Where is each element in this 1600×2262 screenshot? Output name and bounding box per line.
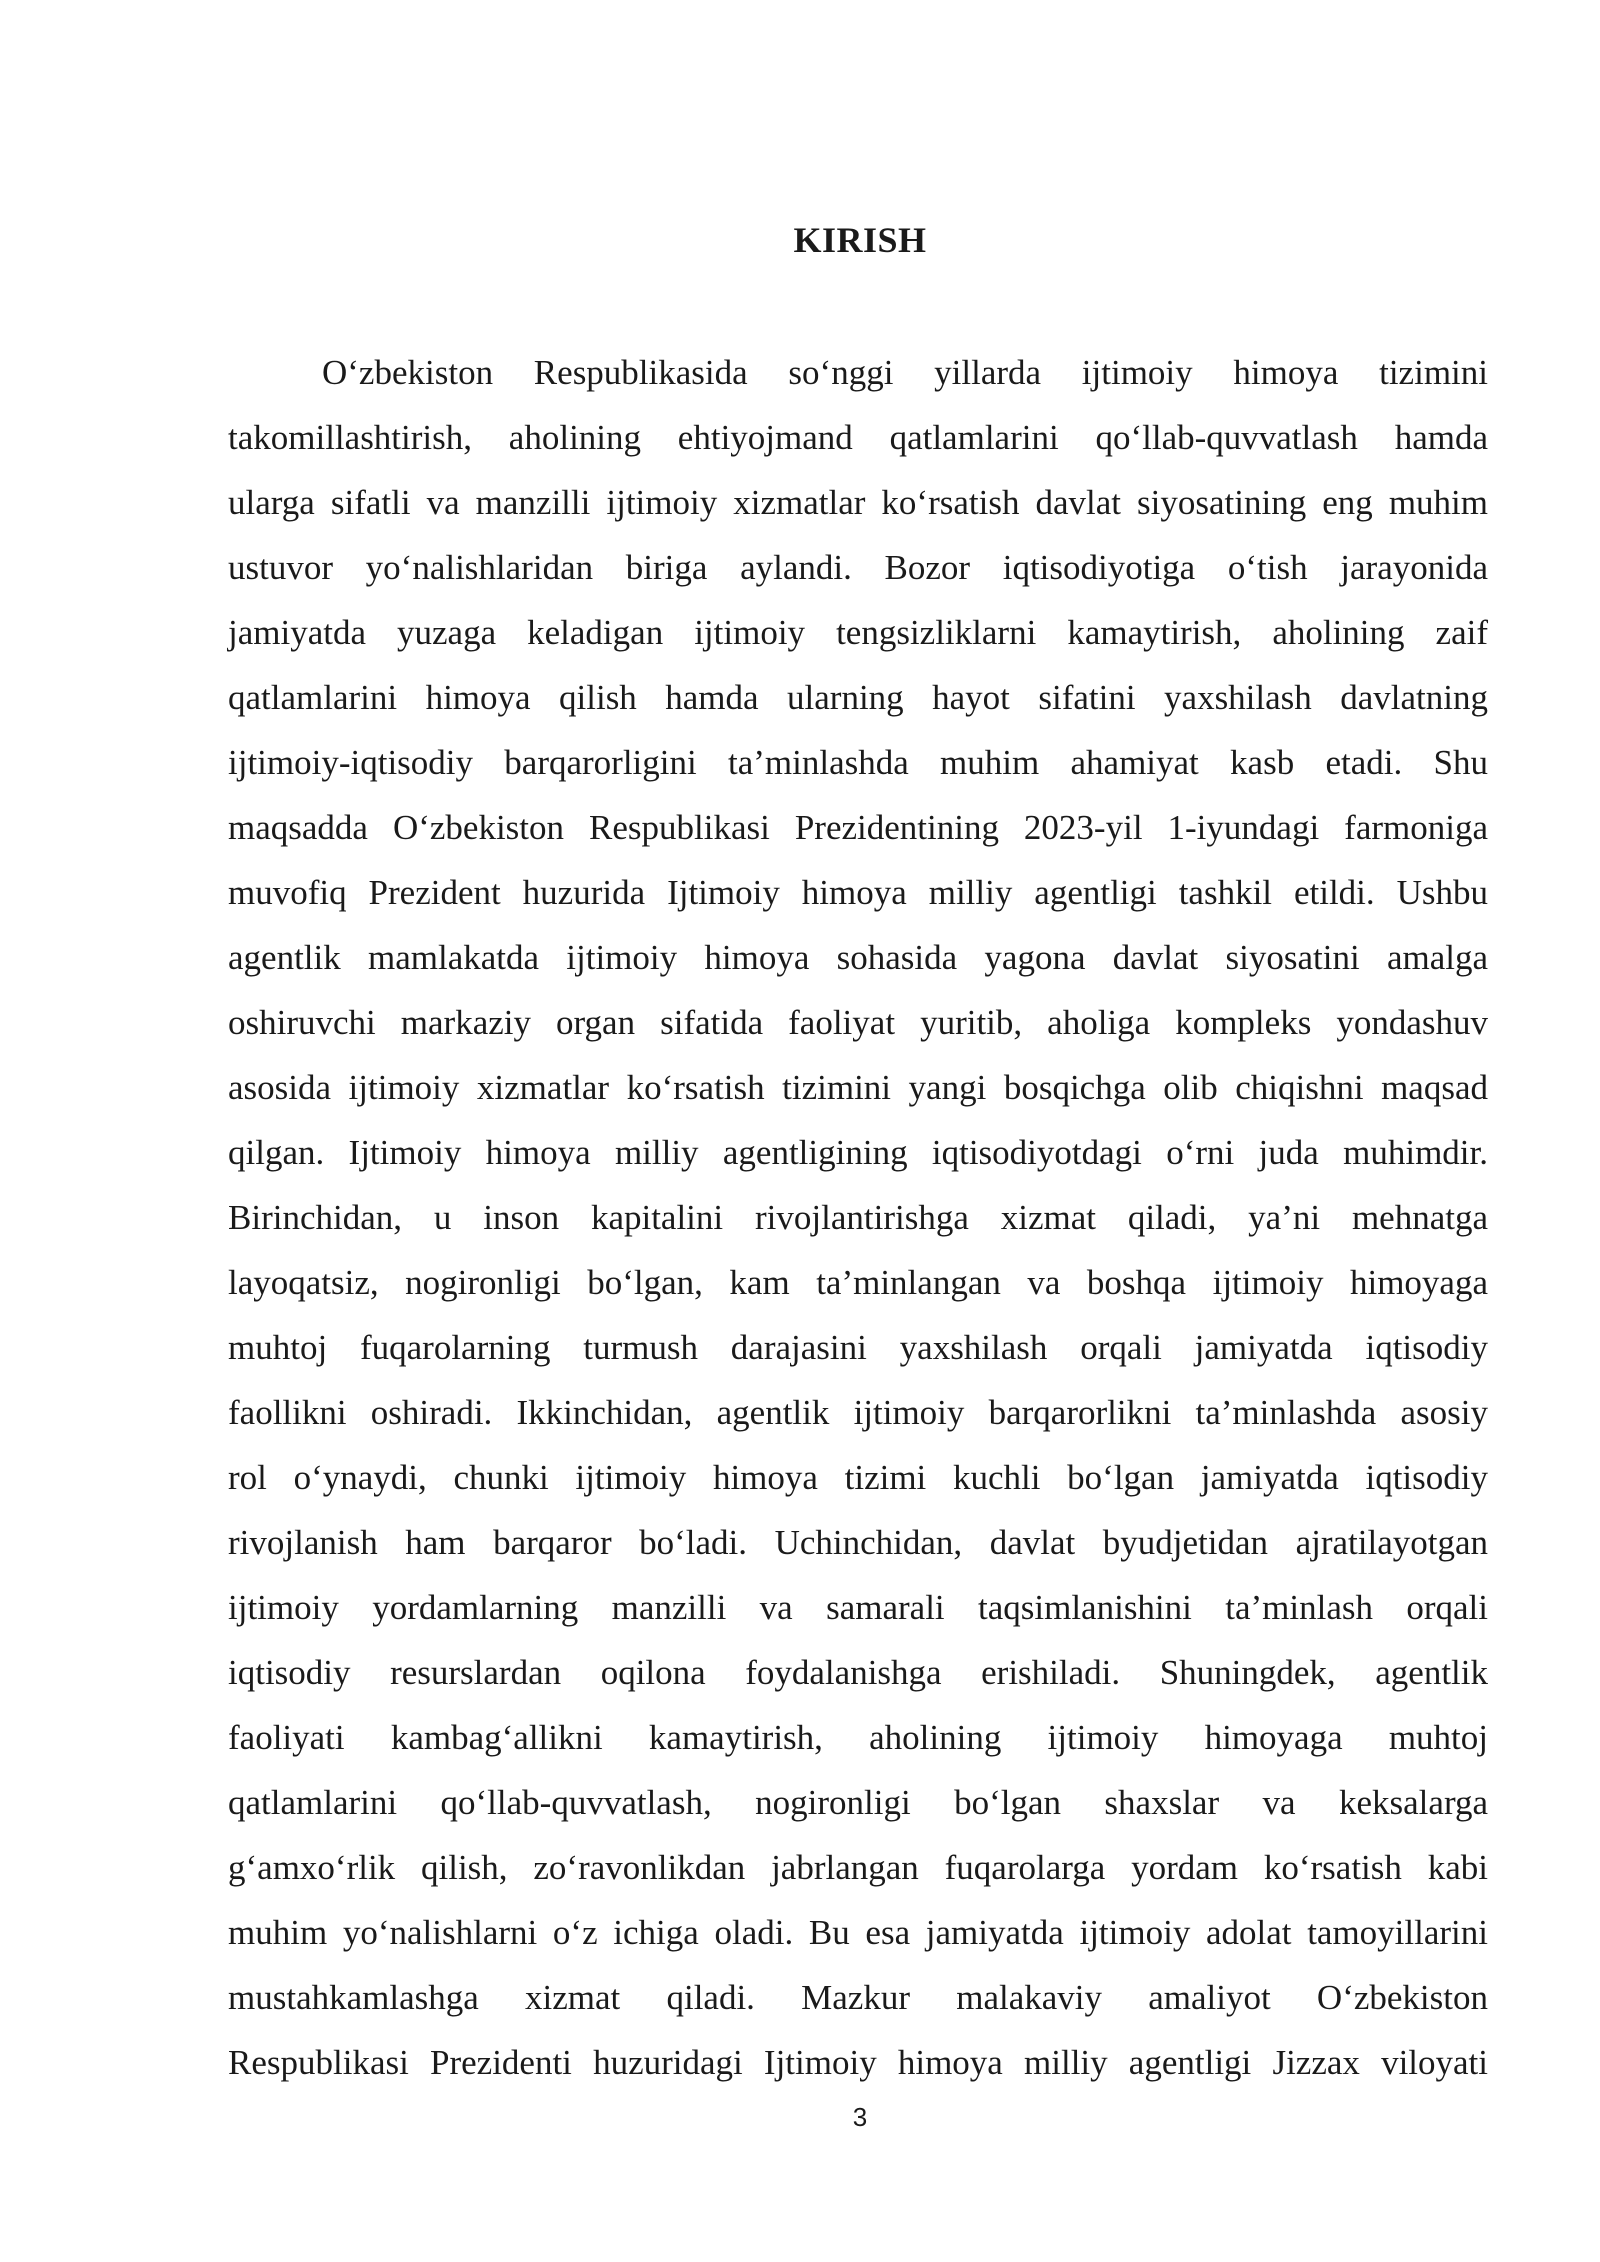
paragraph-line: muhim yo‘nalishlarni o‘z ichiga oladi. Bu esa jamiyatda ijtimoiy adolat tamoyillarini — [228, 1913, 1488, 1952]
page-number: 3 — [852, 2102, 868, 2132]
paragraph-line: Respublikasi Prezidenti huzuridagi Ijtimoiy himoya milliy agentligi Jizzax viloyati — [228, 2043, 1488, 2082]
paragraph-line: qatlamlarini himoya qilish hamda ularning hayot sifatini yaxshilash davlatning — [228, 678, 1488, 717]
paragraph-line: rol o‘ynaydi, chunki ijtimoiy himoya tizimi kuchli bo‘lgan jamiyatda iqtisodiy — [228, 1458, 1488, 1497]
paragraph-line: oshiruvchi markaziy organ sifatida faoliyat yuritib, aholiga kompleks yondashuv — [228, 1003, 1488, 1042]
paragraph-line: O‘zbekiston Respublikasida so‘nggi yillarda ijtimoiy himoya tizimini — [322, 353, 1488, 392]
paragraph-line: takomillashtirish, aholining ehtiyojmand qatlamlarini qo‘llab-quvvatlash hamda — [228, 418, 1488, 457]
body-paragraph — [228, 340, 1488, 2095]
paragraph-line: g‘amxo‘rlik qilish, zo‘ravonlikdan jabrlangan fuqarolarga yordam ko‘rsatish kabi — [228, 1848, 1488, 1887]
paragraph-line: rivojlanish ham barqaror bo‘ladi. Uchinchidan, davlat byudjetidan ajratilayotgan — [228, 1523, 1488, 1562]
paragraph-line: ijtimoiy-iqtisodiy barqarorligini ta’minlashda muhim ahamiyat kasb etadi. Shu — [228, 743, 1488, 782]
paragraph-line: ularga sifatli va manzilli ijtimoiy xizmatlar ko‘rsatish davlat siyosatining eng muhim — [228, 483, 1488, 522]
paragraph-line: asosida ijtimoiy xizmatlar ko‘rsatish tizimini yangi bosqichga olib chiqishni maqsad — [228, 1068, 1488, 1107]
paragraph-line: mustahkamlashga xizmat qiladi. Mazkur malakaviy amaliyot O‘zbekiston — [228, 1978, 1488, 2017]
paragraph-line: qilgan. Ijtimoiy himoya milliy agentligining iqtisodiyotdagi o‘rni juda muhimdir. — [228, 1133, 1488, 1172]
paragraph-line: qatlamlarini qo‘llab-quvvatlash, nogironligi bo‘lgan shaxslar va keksalarga — [228, 1783, 1488, 1822]
paragraph-line: Birinchidan, u inson kapitalini rivojlantirishga xizmat qiladi, ya’ni mehnatga — [228, 1198, 1488, 1237]
paragraph-line: faoliyati kambag‘allikni kamaytirish, aholining ijtimoiy himoyaga muhtoj — [228, 1718, 1488, 1757]
paragraph-line: layoqatsiz, nogironligi bo‘lgan, kam ta’minlangan va boshqa ijtimoiy himoyaga — [228, 1263, 1488, 1302]
paragraph-line: agentlik mamlakatda ijtimoiy himoya sohasida yagona davlat siyosatini amalga — [228, 938, 1488, 977]
paragraph-line: ustuvor yo‘nalishlaridan biriga aylandi. Bozor iqtisodiyotiga o‘tish jarayonida — [228, 548, 1488, 587]
paragraph-line: faollikni oshiradi. Ikkinchidan, agentlik ijtimoiy barqarorlikni ta’minlashda asosiy — [228, 1393, 1488, 1432]
paragraph-line: jamiyatda yuzaga keladigan ijtimoiy tengsizliklarni kamaytirish, aholining zaif — [228, 613, 1488, 652]
paragraph-line: iqtisodiy resurslardan oqilona foydalanishga erishiladi. Shuningdek, agentlik — [228, 1653, 1488, 1692]
paragraph-line: muvofiq Prezident huzurida Ijtimoiy himoya milliy agentligi tashkil etildi. Ushbu — [228, 873, 1488, 912]
paragraph-line: muhtoj fuqarolarning turmush darajasini yaxshilash orqali jamiyatda iqtisodiy — [228, 1328, 1488, 1367]
paragraph-line: ijtimoiy yordamlarning manzilli va samarali taqsimlanishini ta’minlash orqali — [228, 1588, 1488, 1627]
paragraph-line: maqsadda O‘zbekiston Respublikasi Prezidentining 2023-yil 1-iyundagi farmoniga — [228, 808, 1488, 847]
section-heading: KIRISH — [793, 220, 927, 260]
